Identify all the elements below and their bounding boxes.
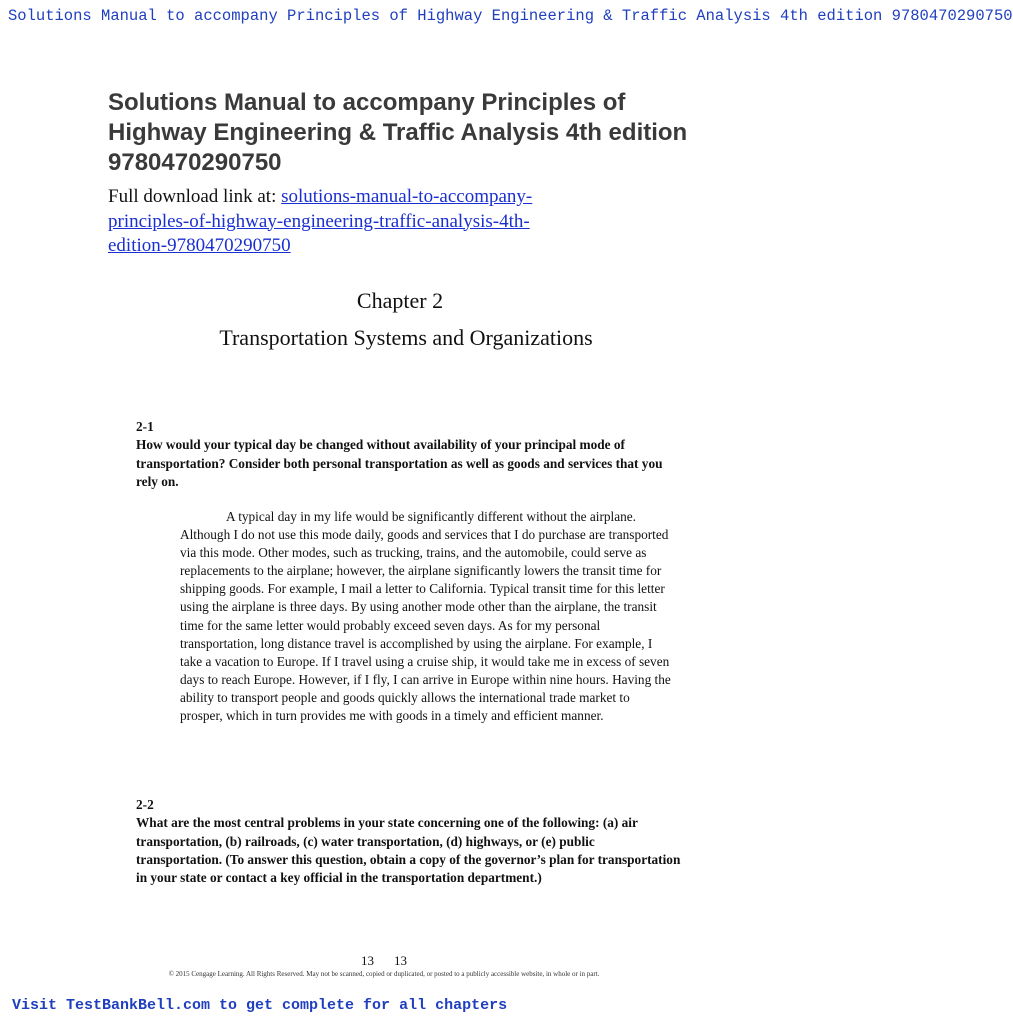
- chapter-heading: Chapter 2: [356, 288, 444, 313]
- download-link[interactable]: solutions-manual-to-accompany-principles-of-highway-engineering-traffic-analysis-4th-edition-9780470290750: [108, 186, 533, 256]
- question-number: 2-1: [136, 419, 154, 434]
- question-text: What are the most central problems in your state concerning one of the following: (a) air transportation, (b) railroads, (c) water transportation, (d) highways, or (e) public transportation. (To answer this question, obtain a copy of the governor’s plan for transportation in your state or contact a key official in the transportation department.): [136, 815, 681, 886]
- question-2-2: [136, 796, 681, 887]
- question-text: How would your typical day be changed without availability of your principal mode of transportation? Consider both personal transportation as well as goods and services that you rely on.: [136, 437, 663, 489]
- copyright-notice: © 2015 Cengage Learning. All Rights Reserved. May not be scanned, copied or duplicated, or posted to a publicly accessible website, in whole or in part.: [168, 970, 600, 978]
- question-number: 2-2: [136, 797, 154, 812]
- question-2-1: [136, 418, 681, 491]
- page-number-1: 13: [361, 953, 374, 968]
- download-label: Full download link at:: [108, 186, 282, 207]
- document-title: Solutions Manual to accompany Principles of Highway Engineering & Traffic Analysis 4th edition 9780470290750: [108, 89, 688, 176]
- top-banner: Solutions Manual to accompany Principles of Highway Engineering & Traffic Analysis 4th edition 9780470290750: [8, 7, 1013, 25]
- footer-banner[interactable]: Visit TestBankBell.com to get complete for all chapters: [12, 997, 508, 1014]
- page-number: [0, 953, 768, 969]
- chapter-title: Transportation Systems and Organizations: [219, 325, 593, 350]
- answer-2-1: A typical day in my life would be significantly different without the airplane. Although I do not use this mode daily, goods and services that I do purchase are transported via this mode. Other modes, such as trucking, trains, and the automobile, could serve as replacements to the airplane; however, the airplane significantly lowers the transit time for shipping goods. For example, I mail a letter to California. Typical transit time for this letter using the airplane is three days. By using another mode other than the airplane, the transit time for the same letter would probably exceed seven days. As for my personal transportation, long distance travel is accomplished by using the airplane. For example, I take a vacation to Europe. If I travel using a cruise ship, it would take me in excess of seven days to reach Europe. However, if I fly, I can arrive in Europe within nine hours. Having the ability to transport people and goods quickly allows the international trade market to prosper, which in turn provides me with goods in a timely and efficient manner.: [180, 509, 671, 724]
- page-number-2: 13: [394, 953, 407, 968]
- download-line: [108, 185, 548, 259]
